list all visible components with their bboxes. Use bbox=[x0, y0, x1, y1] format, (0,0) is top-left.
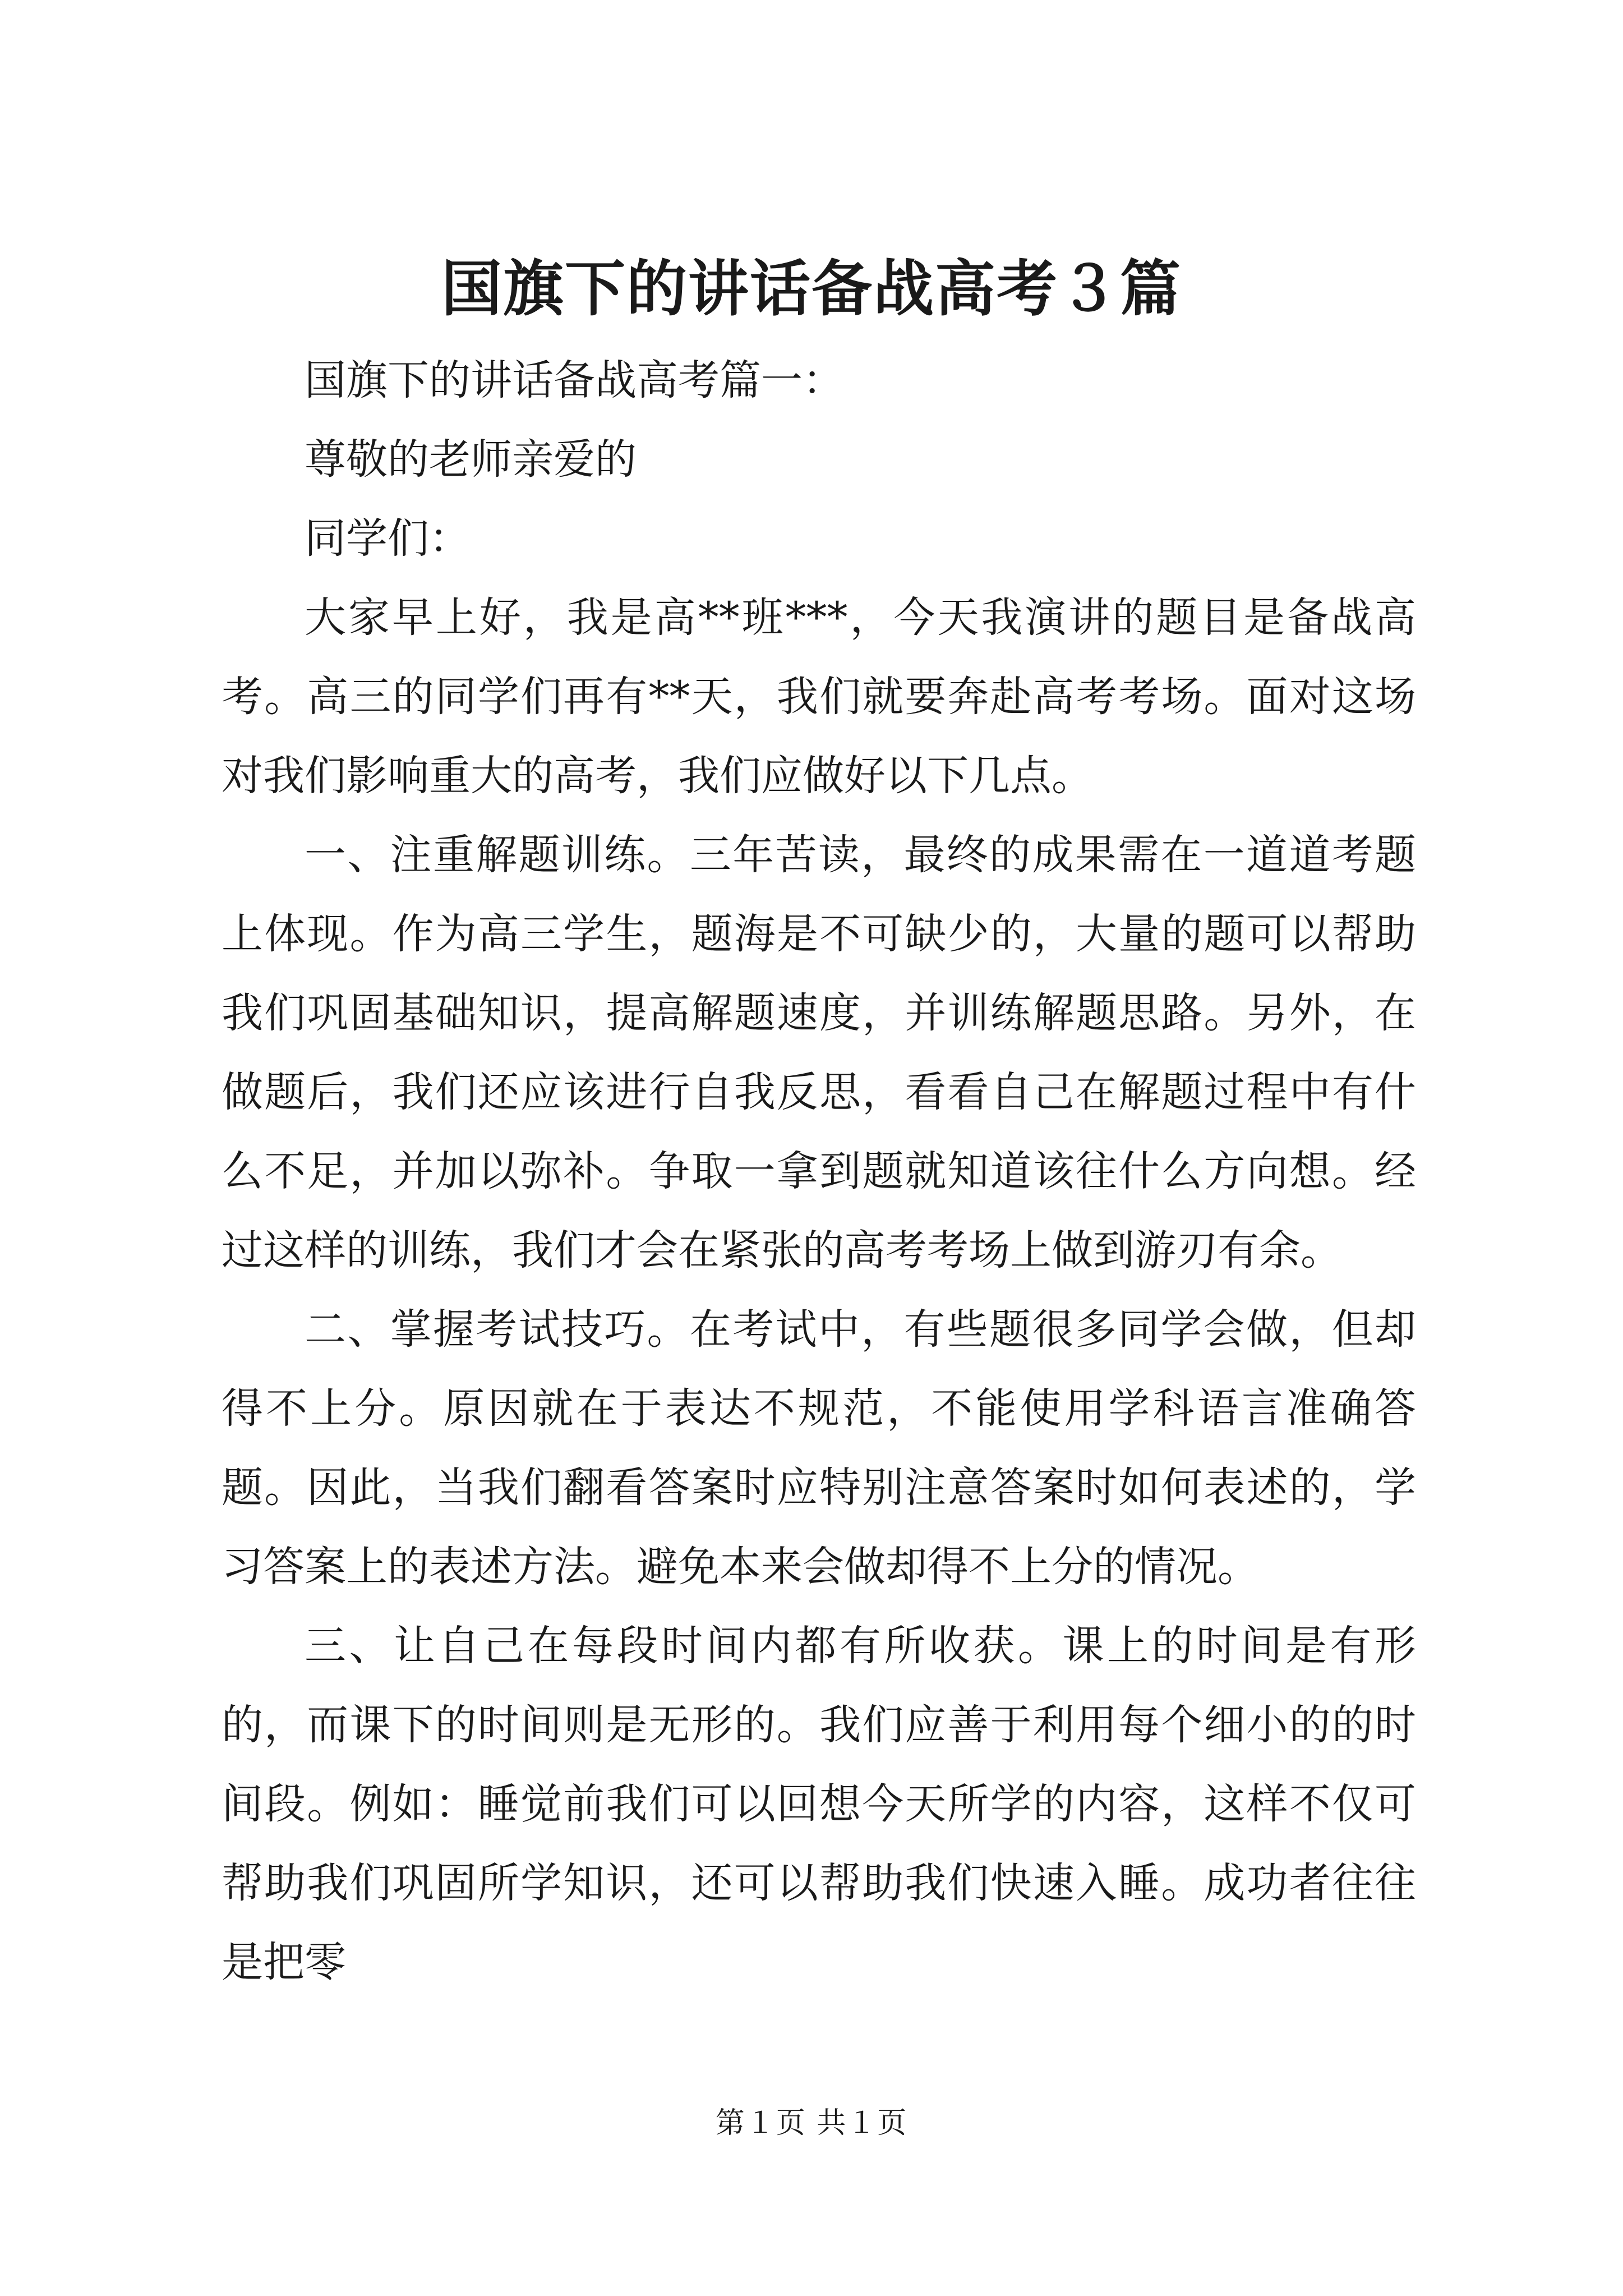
paragraph-salutation: 尊敬的老师亲爱的 bbox=[305, 435, 637, 484]
paragraph-point-two: 二、掌握考试技巧。在考试中，有些题很多同学会做，但却得不上分。原因就在于表达不规范，不能使用学科语言准确答题。因此，当我们翻看答案时应特别注意答案时如何表述的，学习答案上的表述方法。避免本来会做却得不上分的情况。 bbox=[222, 1305, 1416, 1591]
page-footer: 第１页 共１页 bbox=[715, 2106, 908, 2140]
paragraph-point-three: 三、让自己在每段时间内都有所收获。课上的时间是有形的，而课下的时间则是无形的。我们应善于利用每个细小的的时间段。例如：睡觉前我们可以回想今天所学的内容，这样不仅可帮助我们巩固所学知识，还可以帮助我们快速入睡。成功者往往是把零 bbox=[222, 1622, 1416, 1986]
paragraph-heading: 国旗下的讲话备战高考篇一： bbox=[305, 356, 844, 404]
paragraph-intro: 大家早上好，我是高**班***，今天我演讲的题目是备战高考。高三的同学们再有**天，我们就要奔赴高考考场。面对这场对我们影响重大的高考，我们应做好以下几点。 bbox=[222, 593, 1416, 800]
paragraph-point-one: 一、注重解题训练。三年苦读，最终的成果需在一道道考题上体现。作为高三学生，题海是不可缺少的，大量的题可以帮助我们巩固基础知识，提高解题速度，并训练解题思路。另外，在做题后，我们还应该进行自我反思，看看自己在解题过程中有什么不足，并加以弥补。争取一拿到题就知道该往什么方向想。经过这样的训练，我们才会在紧张的高考考场上做到游刃有余。 bbox=[222, 831, 1416, 1274]
paragraph-salutation-cont: 同学们： bbox=[305, 514, 471, 563]
document-title: 国旗下的讲话备战高考３篇 bbox=[441, 254, 1182, 324]
document-body bbox=[222, 341, 1416, 2002]
